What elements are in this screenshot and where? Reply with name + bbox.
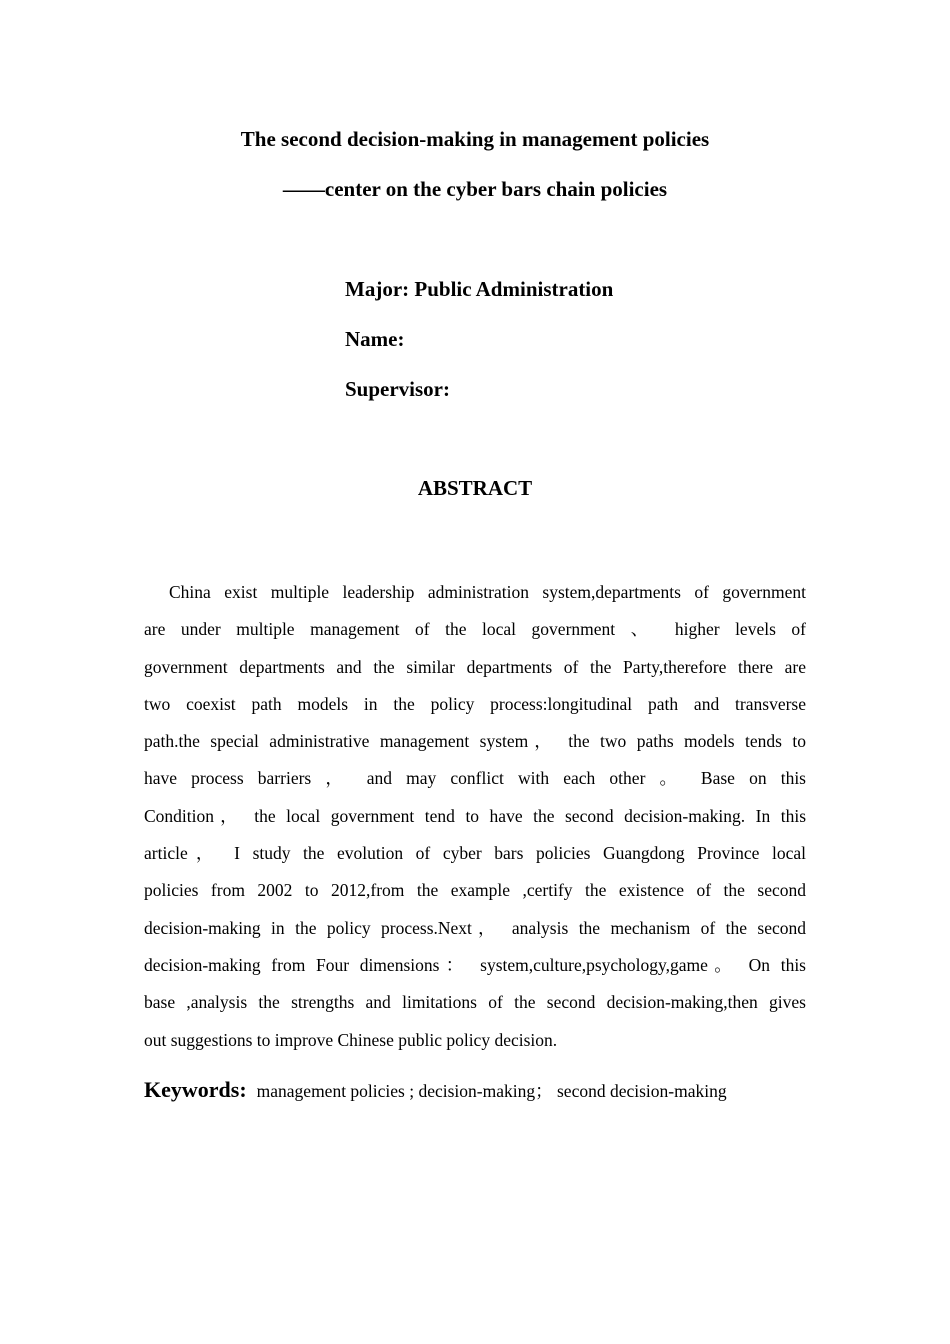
supervisor-field: Supervisor: [345,377,450,401]
abstract-line: two coexist path models in the policy process:longitudinal path and transverse [144,693,806,714]
abstract-line: out suggestions to improve Chinese public policy decision. [144,1029,558,1050]
abstract-heading: ABSTRACT [417,476,533,500]
document-title: The second decision-making in management policies [240,127,710,151]
abstract-line: base ,analysis the strengths and limitations of the second decision-making,then gives [144,992,806,1013]
keywords-label: Keywords: [144,1077,247,1102]
abstract-line: Condition， the local government tend to have the second decision-making. In this [144,805,806,826]
abstract-line: policies from 2002 to 2012,from the example ,certify the existence of the second [144,880,806,901]
abstract-line: China exist multiple leadership administration system,departments of government [169,582,806,602]
abstract-line: government departments and the similar departments of the Party,therefore there are [144,656,806,677]
abstract-line: path.the special administrative management system， the two paths models tends to [144,731,806,752]
major-field: Major: Public Administration [345,277,614,301]
abstract-line: decision-making in the policy process.Next， analysis the mechanism of the second [144,917,806,938]
document-subtitle: ——center on the cyber bars chain policies [282,177,668,201]
keywords [144,1077,727,1103]
keywords-text: management policies ; decision-making； second decision-making [256,1081,727,1101]
name-field: Name: [345,327,405,351]
abstract-line: are under multiple management of the local government 、 higher levels of [144,619,806,640]
abstract-line: decision-making from Four dimensions： system,culture,psychology,game。 On this [144,954,806,975]
abstract-line: have process barriers ， and may conflict with each other 。 Base on this [144,768,806,789]
abstract-line: article， I study the evolution of cyber bars policies Guangdong Province local [144,843,806,864]
abstract-body [144,574,806,1059]
